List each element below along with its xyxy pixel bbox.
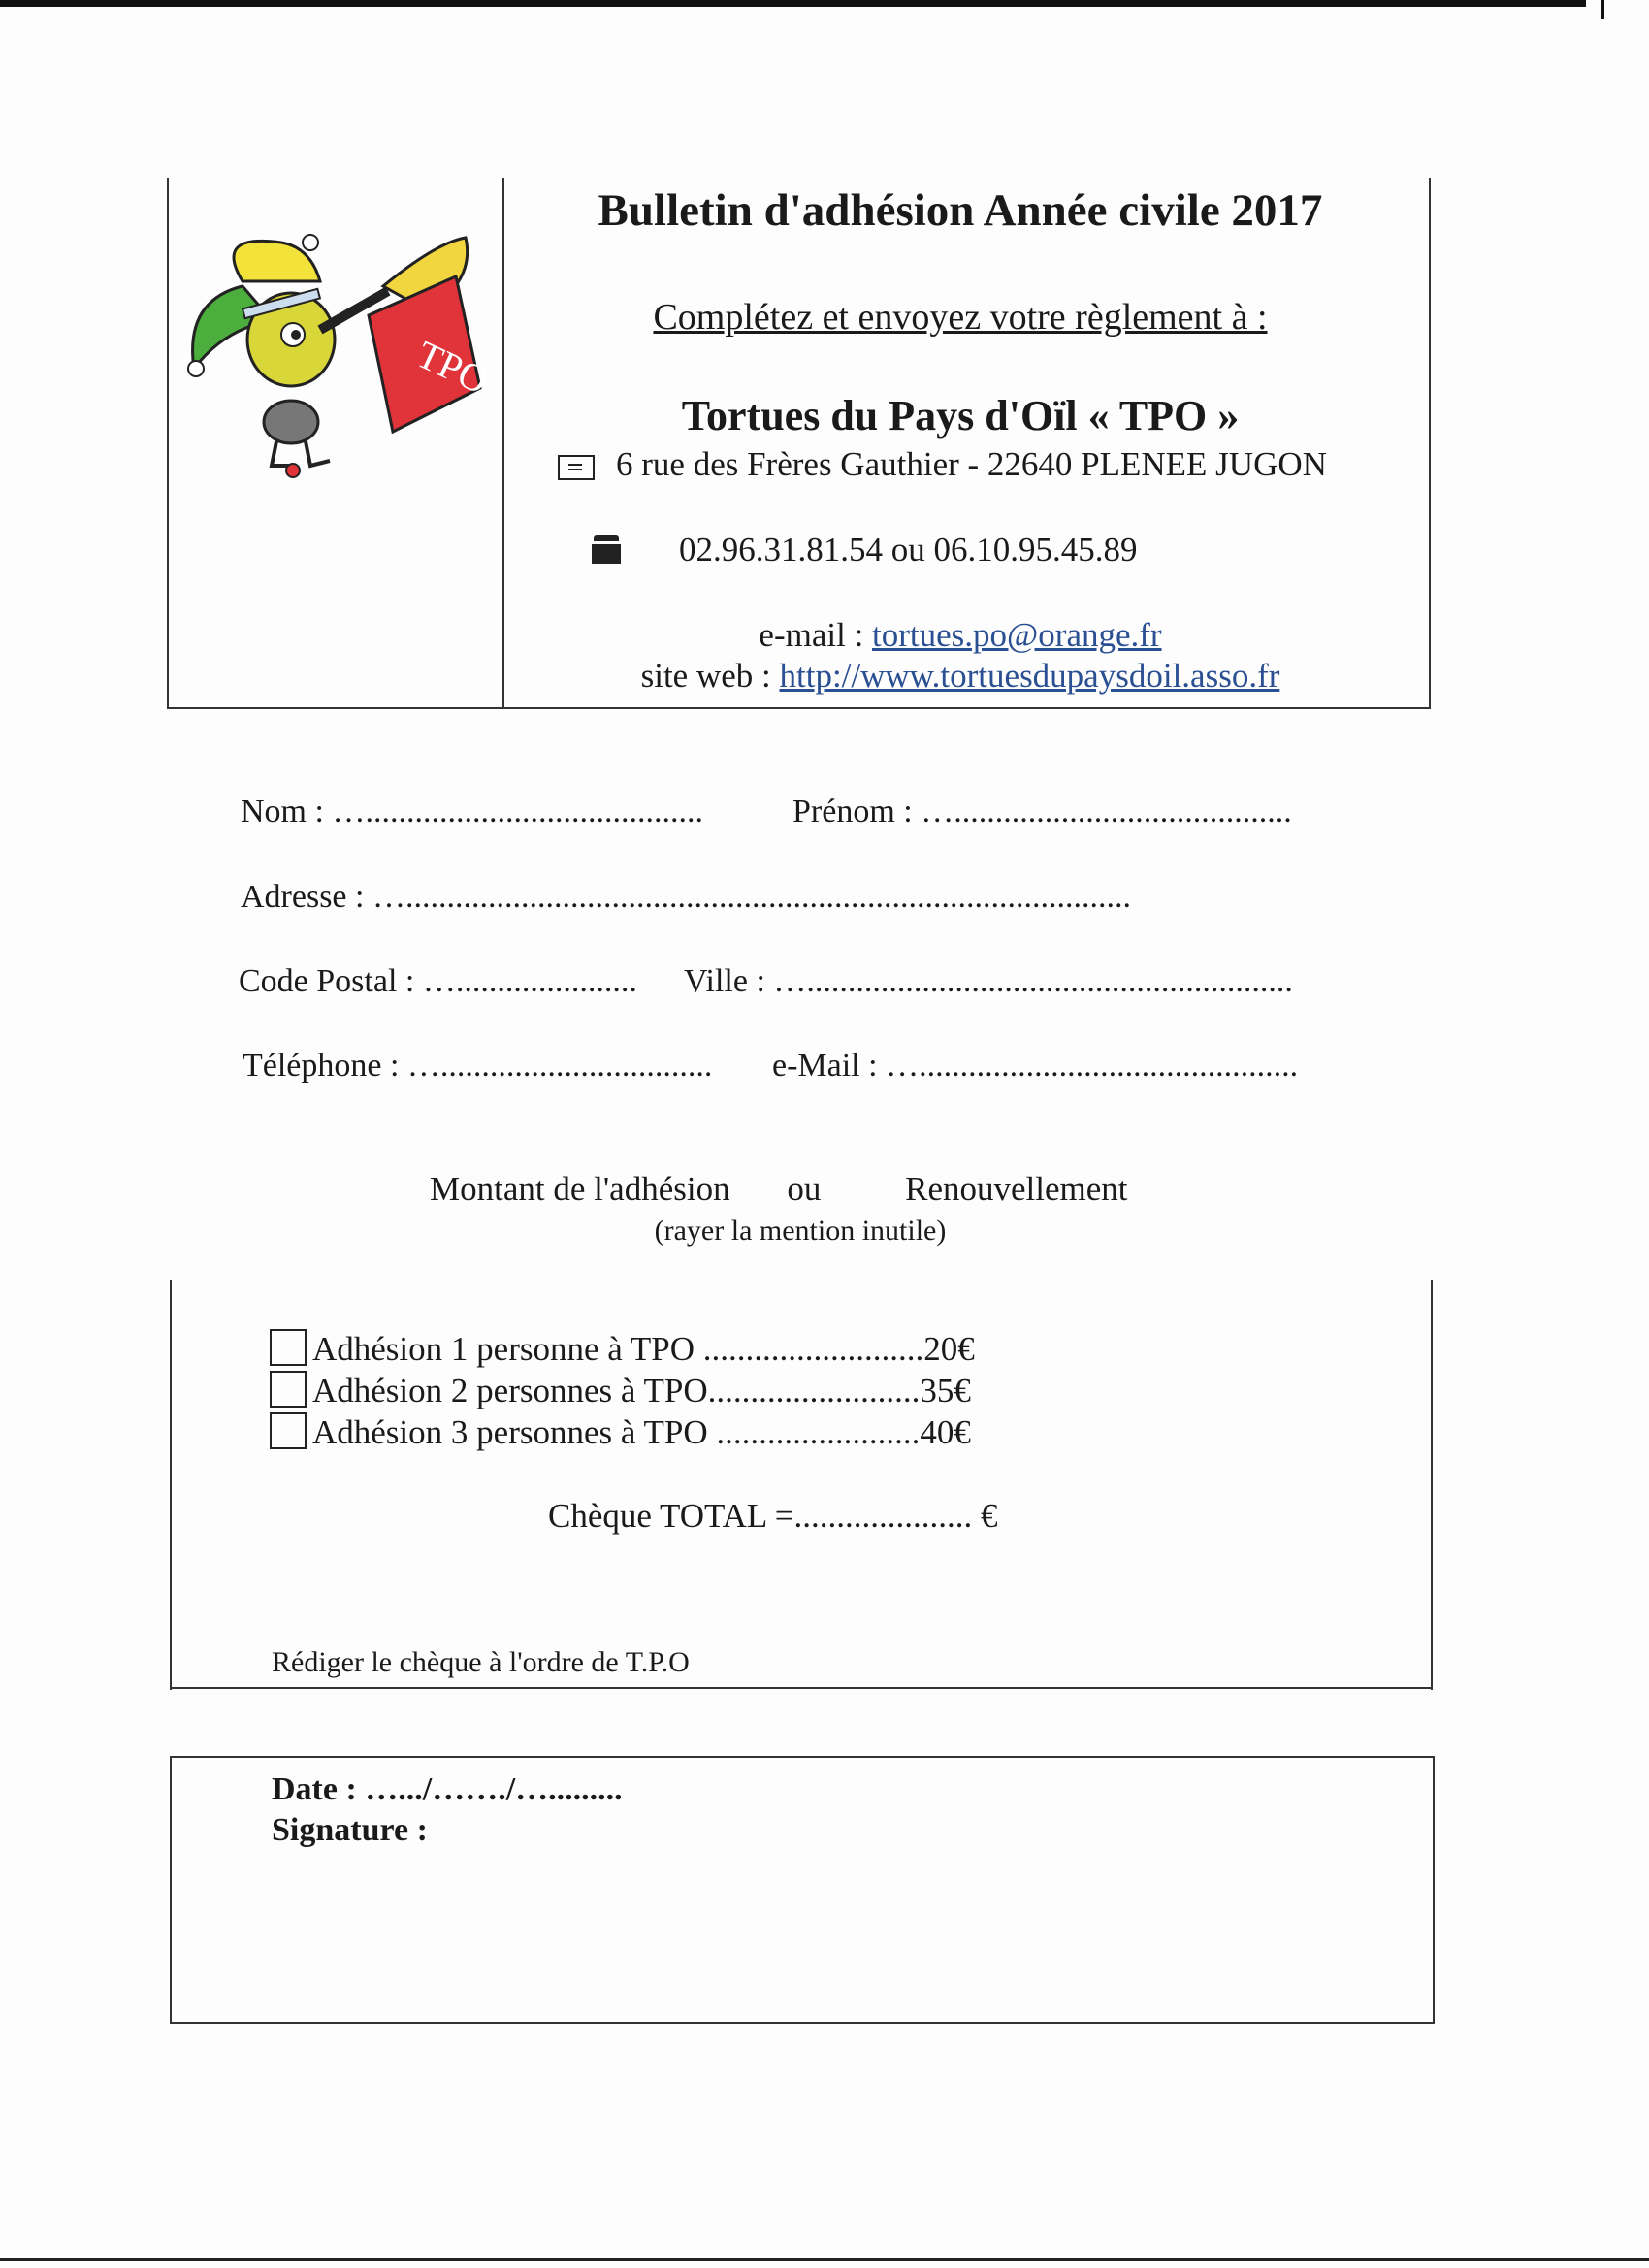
- option-3-checkbox[interactable]: [270, 1412, 307, 1449]
- nom-field[interactable]: Nom : ….........................................: [241, 794, 703, 829]
- cheque-order-note: Rédiger le chèque à l'ordre de T.P.O: [272, 1646, 690, 1678]
- email-label: e-mail :: [759, 616, 873, 654]
- scan-border-bottom: [0, 2258, 1649, 2261]
- page-subtitle: Complétez et envoyez votre règlement à :: [653, 297, 1268, 338]
- ville-field[interactable]: Ville : …...........................................................: [684, 963, 1293, 999]
- cheque-total[interactable]: Chèque TOTAL =..................... €: [548, 1497, 998, 1535]
- options-box-right: [1431, 1280, 1433, 1690]
- header-box-right: [1429, 178, 1431, 709]
- email-field[interactable]: e-Mail : …..............................................: [772, 1048, 1299, 1084]
- page-title: Bulletin d'adhésion Année civile 2017: [598, 185, 1323, 236]
- header-box-left: [167, 178, 169, 709]
- website-line: [504, 657, 1416, 696]
- web-label: site web :: [640, 657, 780, 695]
- scan-border-top: [0, 0, 1586, 7]
- option-2-checkbox[interactable]: [270, 1371, 307, 1408]
- option-1-checkbox[interactable]: [270, 1329, 307, 1366]
- options-box-bottom: [170, 1687, 1433, 1689]
- option-2-price: 35€: [920, 1372, 971, 1409]
- phone-numbers: 02.96.31.81.54 ou 06.10.95.45.89: [679, 531, 1138, 568]
- signature-field[interactable]: Signature :: [272, 1812, 428, 1848]
- option-1-price: 20€: [923, 1330, 975, 1368]
- option-2[interactable]: [270, 1371, 971, 1410]
- option-3-label: Adhésion 3 personnes à TPO ........................: [312, 1413, 921, 1451]
- option-3-price: 40€: [920, 1413, 971, 1451]
- telephone-icon: [592, 535, 621, 565]
- postal-address: [558, 445, 1327, 484]
- tpo-mascot-logo: [184, 223, 495, 485]
- email-link[interactable]: tortues.po@orange.fr: [872, 616, 1162, 654]
- option-1-label: Adhésion 1 personne à TPO ..........................: [312, 1330, 924, 1368]
- scan-border-right: [1600, 0, 1604, 19]
- option-2-label: Adhésion 2 personnes à TPO.........................: [312, 1372, 921, 1409]
- header-box-bottom: [167, 707, 1431, 709]
- options-box-left: [170, 1280, 172, 1690]
- address-text: 6 rue des Frères Gauthier - 22640 PLENEE JUGON: [616, 445, 1327, 483]
- renouvellement-label: Renouvellement: [905, 1170, 1128, 1208]
- envelope-icon: [558, 455, 595, 480]
- website-link[interactable]: http://www.tortuesdupaysdoil.asso.fr: [779, 657, 1280, 695]
- montant-label: Montant de l'adhésion: [430, 1170, 730, 1208]
- telephone-field[interactable]: Téléphone : ….................................: [242, 1048, 713, 1084]
- date-field[interactable]: Date : ….../……./….........: [272, 1771, 623, 1807]
- option-3[interactable]: [270, 1412, 971, 1452]
- logo-text: TPO: [409, 332, 495, 403]
- prenom-field[interactable]: Prénom : ….........................................: [792, 794, 1292, 829]
- option-1[interactable]: [270, 1329, 975, 1369]
- email-line: [504, 616, 1416, 655]
- montant-line: [430, 1170, 1127, 1209]
- adresse-field[interactable]: Adresse : …........................................................................................: [241, 879, 1131, 915]
- organization-name: Tortues du Pays d'Oïl « TPO »: [681, 392, 1240, 439]
- montant-ou: ou: [787, 1170, 822, 1208]
- phone-line: [679, 531, 1138, 569]
- mention-note: (rayer la mention inutile): [654, 1215, 947, 1247]
- code-postal-field[interactable]: Code Postal : …......................: [239, 963, 637, 999]
